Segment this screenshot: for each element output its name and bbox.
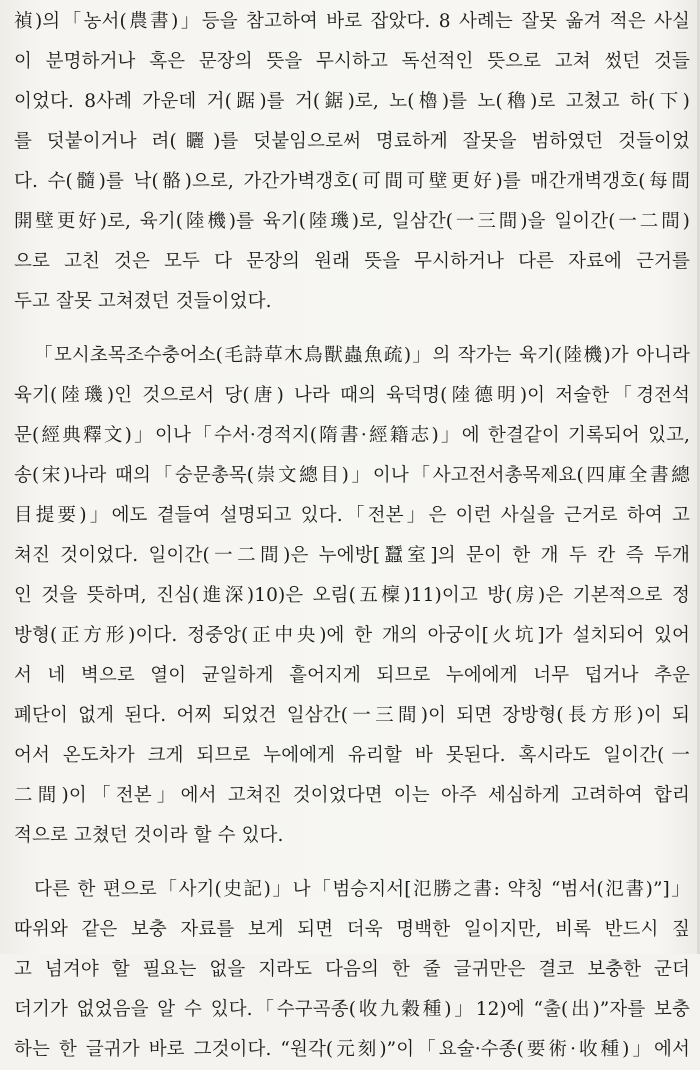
text-line: 육기(陸璣)인 것으로서 당(唐) 나라 때의 육덕명(陸德明)이 저술한「경전석 [14,385,690,406]
text-line: 하는 한 글귀가 바로 그것이다. “원각(元刻)”이「요술·수종(要術·收種)」에서 [14,1039,690,1060]
text-line: 송(宋)나라 때의「숭문총목(崇文總目)」이나「사고전서총목제요(四庫全書總 [14,465,690,486]
text-line: 禎)의「농서(農書)」등을 참고하여 바로 잡았다. 8 사례는 잘못 옮겨 적은 사실 [14,11,690,32]
text-line: 고 넘겨야 할 필요는 없을 지라도 다음의 한 줄 글귀만은 결코 보충한 군더 [14,959,690,980]
text-line: 서 네 벽으로 열이 균일하게 흩어지게 되므로 누에에게 너무 덥거나 추운 [14,665,690,686]
text-line: 를 덧붙이거나 려(矖)를 덧붙임으로써 명료하게 잘못을 범하였던 것들이었 [14,131,690,152]
text-line: 開壁更好)로, 육기(陸機)를 육기(陸璣)로, 일삼간(一三間)을 일이간(一二間) [14,211,690,232]
text-line: 二間)이「전본」에서 고쳐진 것이었다면 이는 아주 세심하게 고려하여 합리 [14,785,690,806]
text-line: 인 것을 뜻하며, 진심(進深)10)은 오림(五檁)11)이고 방(房)은 기본적으로 정 [14,585,690,606]
text-line: 따위와 같은 보충 자료를 보게 되면 더욱 명백한 일이지만, 비록 반드시 짚 [14,919,690,940]
text-line: 두고 잘못 고쳐졌던 것들이었다. [14,291,272,312]
text-line: 더기가 없었음을 알 수 있다.「수구곡종(收九穀種)」12)에 “출(出)”자를 보충 [14,999,690,1020]
text-line: 어서 온도차가 크게 되므로 누에에게 유리할 바 못된다. 혹시라도 일이간(一 [14,745,690,766]
paragraph-gap [14,856,690,870]
body-text [14,2,690,1070]
text-line: 방형(正方形)이다. 정중앙(正中央)에 한 개의 아궁이[火坑]가 설치되어 있어 [14,625,690,646]
text-line: 으로 고친 것은 모두 다 문장의 원래 뜻을 무시하거나 다른 자료에 근거를 [14,251,690,272]
text-line: 「모시초목조수충어소(毛詩草木鳥獸蟲魚疏)」의 작가는 육기(陸機)가 아니라 [34,345,690,366]
text-line: 적으로 고쳤던 것이라 할 수 있다. [14,825,284,846]
paragraph-gap [14,322,690,336]
text-line: 다. 수(髓)를 낙(骼)으로, 가간가벽갱호(可間可壁更好)를 매간개벽갱호(每間 [14,171,690,192]
text-line: 쳐진 것이었다. 일이간(一二間)은 누에방[蠶室]의 문이 한 개 두 칸 즉 두개 [14,545,690,566]
text-line: 폐단이 없게 된다. 어찌 되었건 일삼간(一三間)이 되면 장방형(長方形)이 되 [14,705,690,726]
text-line: 문(經典釋文)」이나「수서·경적지(隋書·經籍志)」에 한결같이 기록되어 있고, [14,425,690,446]
text-line: 이었다. 8사례 가운데 거(踞)를 거(鋸)로, 노(櫓)를 노(穭)로 고쳤고 하(下) [14,91,690,112]
text-line: 目提要)」에도 곁들여 설명되고 있다.「전본」은 이런 사실을 근거로 하여 고 [14,505,690,526]
text-line: 이 분명하거나 혹은 문장의 뜻을 무시하고 독선적인 뜻으로 고쳐 썼던 것들 [14,51,690,72]
text-line: 다른 한 편으로「사기(史記)」나「범승지서[氾勝之書: 약칭 “범서(氾書)”]」 [34,879,690,900]
